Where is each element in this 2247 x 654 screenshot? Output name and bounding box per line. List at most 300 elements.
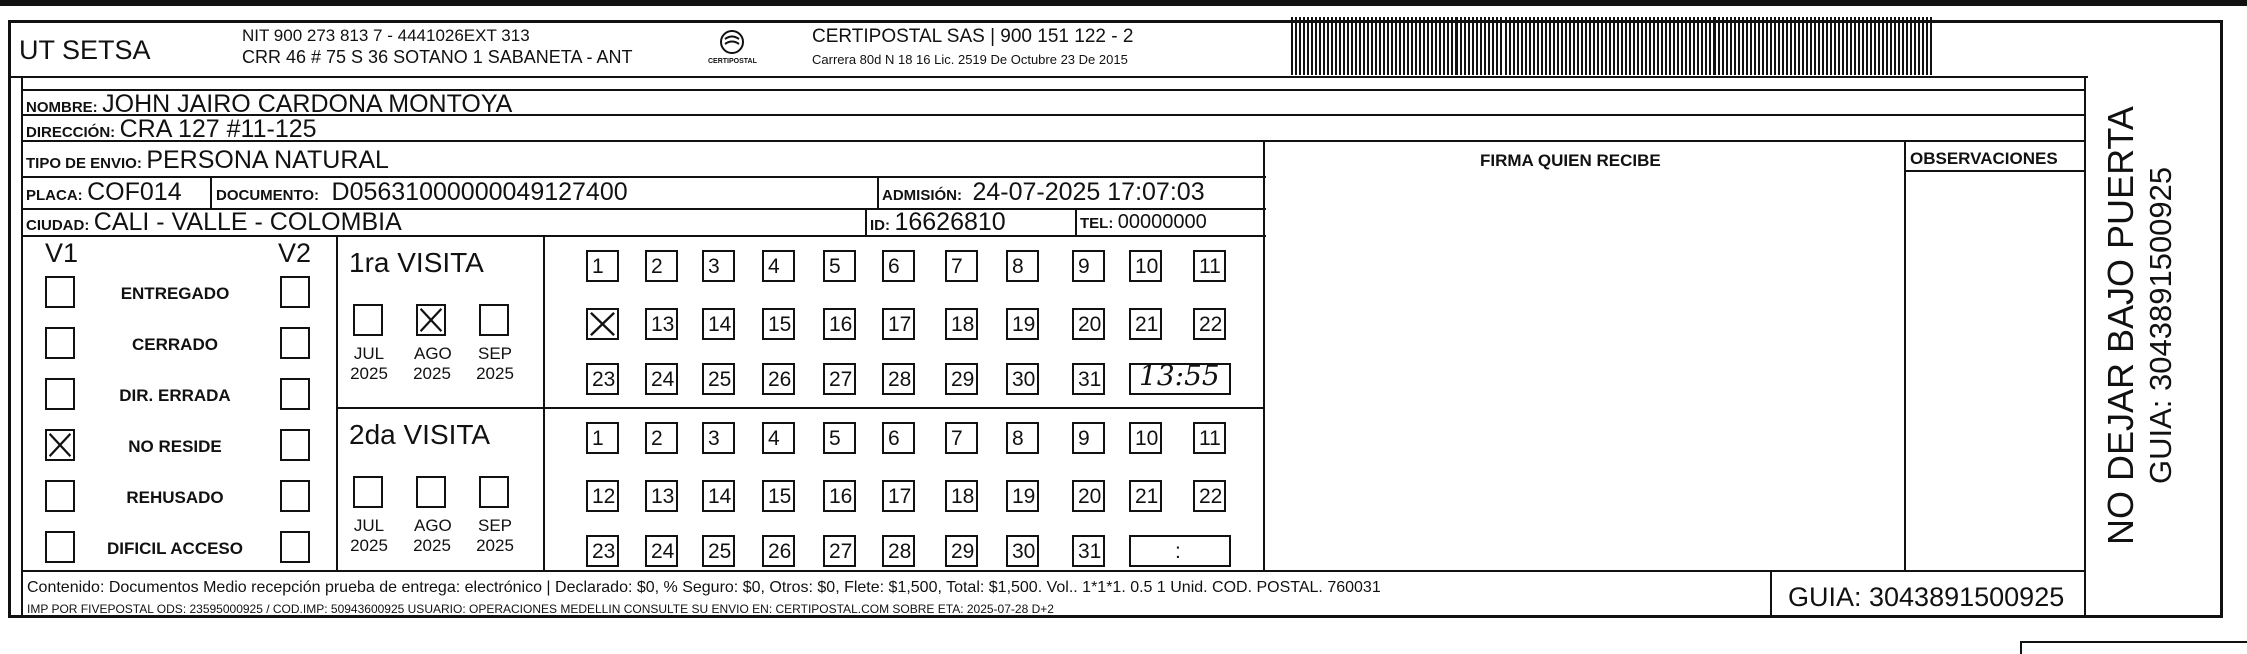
obs-header-divider: [1904, 170, 2084, 172]
day-box[interactable]: [762, 480, 795, 512]
month-label: AGO: [414, 516, 452, 535]
day-box[interactable]: [945, 422, 978, 454]
day-box[interactable]: [1072, 250, 1105, 282]
barcode-bar: [1291, 17, 1293, 75]
obs-divider: [1904, 140, 1906, 570]
barcode-bar: [1669, 17, 1671, 75]
day-number: 5: [829, 255, 841, 278]
id-value: 16626810: [894, 208, 1006, 236]
day-number: 6: [888, 255, 900, 278]
v1-label: V1: [45, 238, 79, 268]
day-box[interactable]: [1072, 308, 1105, 340]
footer-divider: [21, 570, 2085, 572]
barcode-bar: [1500, 17, 1502, 75]
day-box[interactable]: [1193, 480, 1226, 512]
barcode-bar: [1814, 17, 1816, 75]
status-v2-checkbox[interactable]: [280, 480, 310, 512]
barcode-bar: [1870, 17, 1872, 75]
status-v1-checkbox[interactable]: [45, 276, 75, 308]
day-number: 10: [1135, 255, 1159, 278]
top-edge-bar: [0, 0, 2247, 6]
barcode-bar: [1774, 17, 1776, 75]
barcode-bar: [1351, 17, 1353, 75]
day-box[interactable]: [945, 480, 978, 512]
day-number: 9: [1078, 427, 1090, 450]
documento-label: DOCUMENTO:: [216, 187, 320, 204]
barcode-bar: [1641, 17, 1643, 75]
barcode-bar: [1597, 17, 1599, 75]
barcode-bar: [1355, 17, 1357, 75]
day-box[interactable]: [823, 480, 856, 512]
day-box[interactable]: [1129, 422, 1162, 454]
observaciones-header: OBSERVACIONES: [1910, 149, 2058, 168]
direccion-field: [26, 117, 317, 142]
day-box[interactable]: [702, 308, 735, 340]
barcode-bar: [1541, 17, 1543, 75]
barcode-bar: [1649, 17, 1651, 75]
barcode-bar: [1834, 17, 1836, 75]
barcode-bar: [1922, 17, 1924, 75]
day-box[interactable]: [762, 250, 795, 282]
barcode-bar: [1439, 17, 1441, 75]
day-number: 29: [951, 368, 975, 391]
status-v2-checkbox[interactable]: [280, 276, 310, 308]
day-box[interactable]: [702, 422, 735, 454]
tel-label: TEL:: [1080, 215, 1114, 232]
day-box[interactable]: [945, 250, 978, 282]
day-number: 21: [1135, 313, 1159, 336]
barcode-bar: [1810, 17, 1812, 75]
barcode-bar: [1464, 17, 1466, 75]
barcode-bar: [1339, 17, 1341, 75]
barcode-bar: [1902, 17, 1904, 75]
status-label: CERRADO: [132, 335, 218, 354]
day-box[interactable]: [1072, 363, 1105, 395]
day-number: 23: [592, 368, 616, 391]
day-box[interactable]: [882, 422, 915, 454]
month-checkbox[interactable]: [353, 476, 383, 508]
barcode-bar: [1782, 17, 1784, 75]
barcode-bar: [1557, 17, 1559, 75]
day-number: 22: [1199, 313, 1223, 336]
day-box[interactable]: [645, 308, 678, 340]
day-box[interactable]: [823, 250, 856, 282]
barcode-bar: [1431, 17, 1433, 75]
barcode-bar: [1613, 17, 1615, 75]
status-v2-checkbox[interactable]: [280, 378, 310, 410]
barcode-bar: [1758, 17, 1760, 75]
barcode-bar: [1713, 17, 1716, 75]
barcode-bar: [1718, 17, 1720, 75]
barcode-bar: [1319, 17, 1321, 75]
barcode-bar: [1435, 17, 1437, 75]
barcode-bar: [1517, 17, 1519, 75]
month-label: SEP: [477, 516, 513, 535]
barcode-bar: [1689, 17, 1691, 75]
barcode-bar: [1830, 17, 1832, 75]
day-box[interactable]: [1129, 480, 1162, 512]
ciudad-label: CIUDAD:: [26, 217, 90, 234]
barcode-bar: [1480, 17, 1482, 75]
tipo-label: TIPO DE ENVIO:: [26, 155, 142, 172]
time-box[interactable]: [1129, 359, 1231, 395]
day-box[interactable]: [1072, 535, 1105, 567]
day-number: 31: [1078, 368, 1102, 391]
barcode-bar: [1754, 17, 1756, 75]
nombre-value: JOHN JAIRO CARDONA MONTOYA: [102, 90, 513, 118]
day-number: 14: [708, 485, 732, 508]
barcode-bar: [1701, 17, 1703, 75]
day-box[interactable]: [586, 480, 619, 512]
day-number: 22: [1199, 485, 1223, 508]
day-box[interactable]: [645, 250, 678, 282]
barcode-bar: [1343, 17, 1345, 75]
status-v2-checkbox[interactable]: [280, 327, 310, 359]
day-number: 15: [768, 485, 792, 508]
day-box[interactable]: [586, 308, 619, 340]
barcode-bar: [1509, 17, 1511, 75]
placa-label: PLACA:: [26, 187, 83, 204]
barcode-bar: [1926, 17, 1928, 75]
day-box[interactable]: [702, 250, 735, 282]
day-box[interactable]: [645, 422, 678, 454]
day-number: 20: [1078, 313, 1102, 336]
barcode-bar: [1447, 17, 1449, 75]
day-box[interactable]: [1006, 250, 1039, 282]
documento-field: [216, 180, 628, 205]
barcode-bar: [1918, 17, 1920, 75]
barcode-bar: [1914, 17, 1916, 75]
day-box[interactable]: [762, 422, 795, 454]
day-box[interactable]: [1006, 422, 1039, 454]
month-checkbox[interactable]: [416, 476, 446, 508]
barcode-bar: [1307, 17, 1309, 75]
day-box[interactable]: [702, 363, 735, 395]
day-number: 25: [708, 540, 732, 563]
day-number: 21: [1135, 485, 1159, 508]
day-number: 15: [768, 313, 792, 336]
time-box[interactable]: [1129, 535, 1231, 567]
barcode-bar: [1681, 17, 1683, 75]
barcode-bar: [1472, 17, 1474, 75]
barcode-bar: [1862, 17, 1864, 75]
month-label: JUL: [353, 516, 385, 535]
status-label: DIFICIL ACCESO: [106, 539, 243, 558]
day-box[interactable]: [1129, 308, 1162, 340]
status-v2-checkbox[interactable]: [280, 531, 310, 563]
barcode-bar: [1581, 17, 1583, 75]
time-value: 13:55: [1139, 359, 1220, 392]
day-number: 19: [1012, 313, 1036, 336]
day-number: 25: [708, 368, 732, 391]
day-number: 27: [829, 368, 853, 391]
day-number: 13: [651, 485, 675, 508]
day-box[interactable]: [1006, 363, 1039, 395]
day-number: 17: [888, 485, 912, 508]
barcode-bar: [1492, 17, 1494, 75]
barcode-bar: [1661, 17, 1663, 75]
barcode-bar: [1533, 17, 1535, 75]
day-number: 30: [1012, 368, 1036, 391]
barcode-bar: [1496, 17, 1498, 75]
day-number: 28: [888, 368, 912, 391]
day-box[interactable]: [882, 480, 915, 512]
barcode-bar: [1391, 17, 1393, 75]
day-number: 8: [1012, 427, 1024, 450]
barcode-bar: [1419, 17, 1421, 75]
imp-line: IMP POR FIVEPOSTAL ODS: 23595000925 / COD.IMP: 50943600925 USUARIO: OPERACIONES MEDELLIN CONSULTE SU ENVIO EN: CERTIPOSTAL.COM SOBRE ETA: 2025-07-28 D+2: [27, 602, 1054, 616]
barcode-bar: [1577, 17, 1579, 75]
corner-box: [2020, 641, 2247, 654]
barcode-bar: [1878, 17, 1880, 75]
day-box[interactable]: [645, 480, 678, 512]
barcode-bar: [1770, 17, 1772, 75]
barcode-bar: [1730, 17, 1732, 75]
direccion-label: DIRECCIÓN:: [26, 124, 116, 141]
barcode-bar: [1798, 17, 1800, 75]
barcode-icon: [1291, 17, 1933, 75]
day-number: 4: [768, 427, 780, 450]
barcode-bar: [1665, 17, 1667, 75]
barcode-bar: [1709, 17, 1711, 75]
day-box[interactable]: [823, 308, 856, 340]
barcode-bar: [1299, 17, 1301, 75]
day-box[interactable]: [945, 308, 978, 340]
placa-divider: [210, 176, 212, 208]
day-box[interactable]: [1072, 422, 1105, 454]
barcode-bar: [1561, 17, 1563, 75]
tel-value: 00000000: [1117, 211, 1207, 233]
barcode-bar: [1617, 17, 1619, 75]
day-box[interactable]: [645, 535, 678, 567]
day-box[interactable]: [762, 363, 795, 395]
barcode-bar: [1407, 17, 1409, 75]
barcode-bar: [1375, 17, 1377, 75]
day-box[interactable]: [586, 535, 619, 567]
year-label: 2025: [350, 364, 388, 383]
barcode-bar: [1882, 17, 1884, 75]
v2-label: V2: [278, 238, 312, 268]
day-number: 18: [951, 485, 975, 508]
barcode-bar: [1621, 17, 1623, 75]
barcode-bar: [1898, 17, 1900, 75]
day-box[interactable]: [1129, 250, 1162, 282]
day-box[interactable]: [823, 535, 856, 567]
month-checkbox[interactable]: [416, 304, 446, 336]
day-box[interactable]: [762, 535, 795, 567]
day-box[interactable]: [823, 422, 856, 454]
nombre-label: NOMBRE:: [26, 99, 98, 116]
barcode-bar: [1537, 17, 1539, 75]
barcode-bar: [1794, 17, 1796, 75]
day-number: 16: [829, 313, 853, 336]
nit-line: NIT 900 273 813 7 - 4441026EXT 313: [242, 26, 530, 45]
certipostal-line: CERTIPOSTAL SAS | 900 151 122 - 2: [812, 26, 1134, 47]
day-box[interactable]: [823, 363, 856, 395]
barcode-bar: [1850, 17, 1852, 75]
barcode-bar: [1395, 17, 1397, 75]
barcode-bar: [1930, 17, 1932, 75]
guia-box: GUIA: 3043891500925: [1788, 582, 2065, 612]
barcode-bar: [1468, 17, 1470, 75]
barcode-bar: [1476, 17, 1478, 75]
status-label: ENTREGADO: [120, 284, 230, 303]
day-box[interactable]: [882, 250, 915, 282]
month-divider: [543, 235, 545, 570]
day-box[interactable]: [586, 250, 619, 282]
day-box[interactable]: [1193, 308, 1226, 340]
x-mark-icon: [47, 431, 73, 459]
barcode-bar: [1359, 17, 1361, 75]
day-number: 6: [888, 427, 900, 450]
day-number: 3: [708, 427, 720, 450]
day-number: 20: [1078, 485, 1102, 508]
day-box[interactable]: [702, 480, 735, 512]
row-divider: [21, 140, 2085, 142]
barcode-bar: [1565, 17, 1567, 75]
barcode-bar: [1677, 17, 1679, 75]
row-divider: [8, 76, 2088, 78]
barcode-bar: [1722, 17, 1724, 75]
day-box[interactable]: [702, 535, 735, 567]
barcode-bar: [1303, 17, 1305, 75]
barcode-bar: [1826, 17, 1828, 75]
month-checkbox[interactable]: [353, 304, 383, 336]
barcode-bar: [1513, 17, 1515, 75]
barcode-bar: [1786, 17, 1788, 75]
day-number: 3: [708, 255, 720, 278]
barcode-bar: [1601, 17, 1603, 75]
barcode-bar: [1838, 17, 1840, 75]
day-box[interactable]: [882, 535, 915, 567]
barcode-bar: [1726, 17, 1728, 75]
month-checkbox[interactable]: [479, 304, 509, 336]
logo-text: CERTIPOSTAL: [708, 58, 757, 65]
barcode-bar: [1295, 17, 1297, 75]
barcode-bar: [1762, 17, 1764, 75]
barcode-bar: [1746, 17, 1748, 75]
barcode-bar: [1657, 17, 1659, 75]
left-border: [21, 76, 23, 618]
direccion-value: CRA 127 #11-125: [119, 115, 317, 143]
tel-field: [1080, 212, 1207, 232]
day-box[interactable]: [882, 308, 915, 340]
barcode-bar: [1549, 17, 1551, 75]
nombre-field: [26, 92, 512, 117]
day-number: 1: [592, 427, 604, 450]
day-box[interactable]: [586, 422, 619, 454]
status-v1-checkbox[interactable]: [45, 480, 75, 512]
day-number: 24: [651, 540, 675, 563]
x-mark-icon: [588, 310, 617, 338]
barcode-bar: [1589, 17, 1591, 75]
status-v1-checkbox[interactable]: [45, 327, 75, 359]
day-box[interactable]: [762, 308, 795, 340]
day-number: 11: [1199, 427, 1221, 450]
barcode-bar: [1323, 17, 1325, 75]
day-box[interactable]: [1006, 535, 1039, 567]
barcode-bar: [1387, 17, 1389, 75]
status-divider: [336, 235, 338, 570]
id-label: ID:: [870, 217, 890, 234]
barcode-bar: [1609, 17, 1611, 75]
barcode-bar: [1545, 17, 1547, 75]
barcode-bar: [1605, 17, 1607, 75]
status-label: DIR. ERRADA: [119, 386, 231, 405]
barcode-bar: [1906, 17, 1908, 75]
barcode-bar: [1327, 17, 1329, 75]
barcode-bar: [1738, 17, 1740, 75]
day-number: 18: [951, 313, 975, 336]
right-border: [2084, 76, 2086, 618]
month-checkbox[interactable]: [479, 476, 509, 508]
day-box[interactable]: [882, 363, 915, 395]
barcode-bar: [1846, 17, 1848, 75]
day-box[interactable]: [1193, 422, 1226, 454]
admision-label: ADMISIÓN:: [882, 187, 962, 204]
no-dejar-text: NO DEJAR BAJO PUERTA: [2100, 106, 2141, 545]
day-box[interactable]: [1193, 250, 1226, 282]
year-label: 2025: [476, 536, 514, 555]
tipo-field: [26, 148, 389, 173]
barcode-bar: [1778, 17, 1780, 75]
contenido-line: Contenido: Documentos Medio recepción prueba de entrega: electrónico | Declarado: $0, % Seguro: $0, Otros: $0, Flete: $1,500, Total: $1,500. Vol.. 1*1*1. 0.5 1 Unid. COD. POSTAL. 760031: [27, 579, 1381, 596]
placa-value: COF014: [87, 178, 182, 206]
status-v1-checkbox[interactable]: [45, 531, 75, 563]
day-box[interactable]: [945, 363, 978, 395]
barcode-bar: [1890, 17, 1892, 75]
guia-box-divider: [1770, 570, 1772, 618]
barcode-bar: [1423, 17, 1425, 75]
barcode-bar: [1894, 17, 1896, 75]
status-v1-checkbox[interactable]: [45, 378, 75, 410]
barcode-bar: [1569, 17, 1571, 75]
day-box[interactable]: [1006, 308, 1039, 340]
license-line: Carrera 80d N 18 16 Lic. 2519 De Octubre 23 De 2015: [812, 52, 1128, 67]
firma-divider: [1263, 140, 1265, 570]
barcode-bar: [1585, 17, 1587, 75]
firma-header: FIRMA QUIEN RECIBE: [1480, 151, 1661, 170]
visit-title: 1ra VISITA: [349, 247, 484, 278]
barcode-bar: [1399, 17, 1401, 75]
day-number: 13: [651, 313, 675, 336]
certipostal-logo: [707, 26, 757, 76]
admision-value: 24-07-2025 17:07:03: [972, 178, 1205, 206]
barcode-bar: [1403, 17, 1405, 75]
status-v2-checkbox[interactable]: [280, 429, 310, 461]
time-value: :: [1175, 540, 1181, 563]
ciudad-field: [26, 210, 402, 235]
ciudad-value: CALI - VALLE - COLOMBIA: [93, 208, 402, 236]
barcode-bar: [1822, 17, 1824, 75]
day-box[interactable]: [586, 363, 619, 395]
barcode-bar: [1866, 17, 1868, 75]
day-number: 2: [651, 255, 663, 278]
day-box[interactable]: [945, 535, 978, 567]
day-box[interactable]: [1006, 480, 1039, 512]
barcode-bar: [1460, 17, 1462, 75]
day-number: 17: [888, 313, 912, 336]
day-number: 10: [1135, 427, 1159, 450]
status-v1-checkbox[interactable]: [45, 429, 75, 461]
day-number: 24: [651, 368, 675, 391]
day-box[interactable]: [1072, 480, 1105, 512]
address-line: CRR 46 # 75 S 36 SOTANO 1 SABANETA - ANT: [242, 47, 633, 67]
x-mark-icon: [418, 306, 444, 334]
day-box[interactable]: [645, 363, 678, 395]
day-number: 23: [592, 540, 616, 563]
status-label: NO RESIDE: [128, 437, 222, 456]
